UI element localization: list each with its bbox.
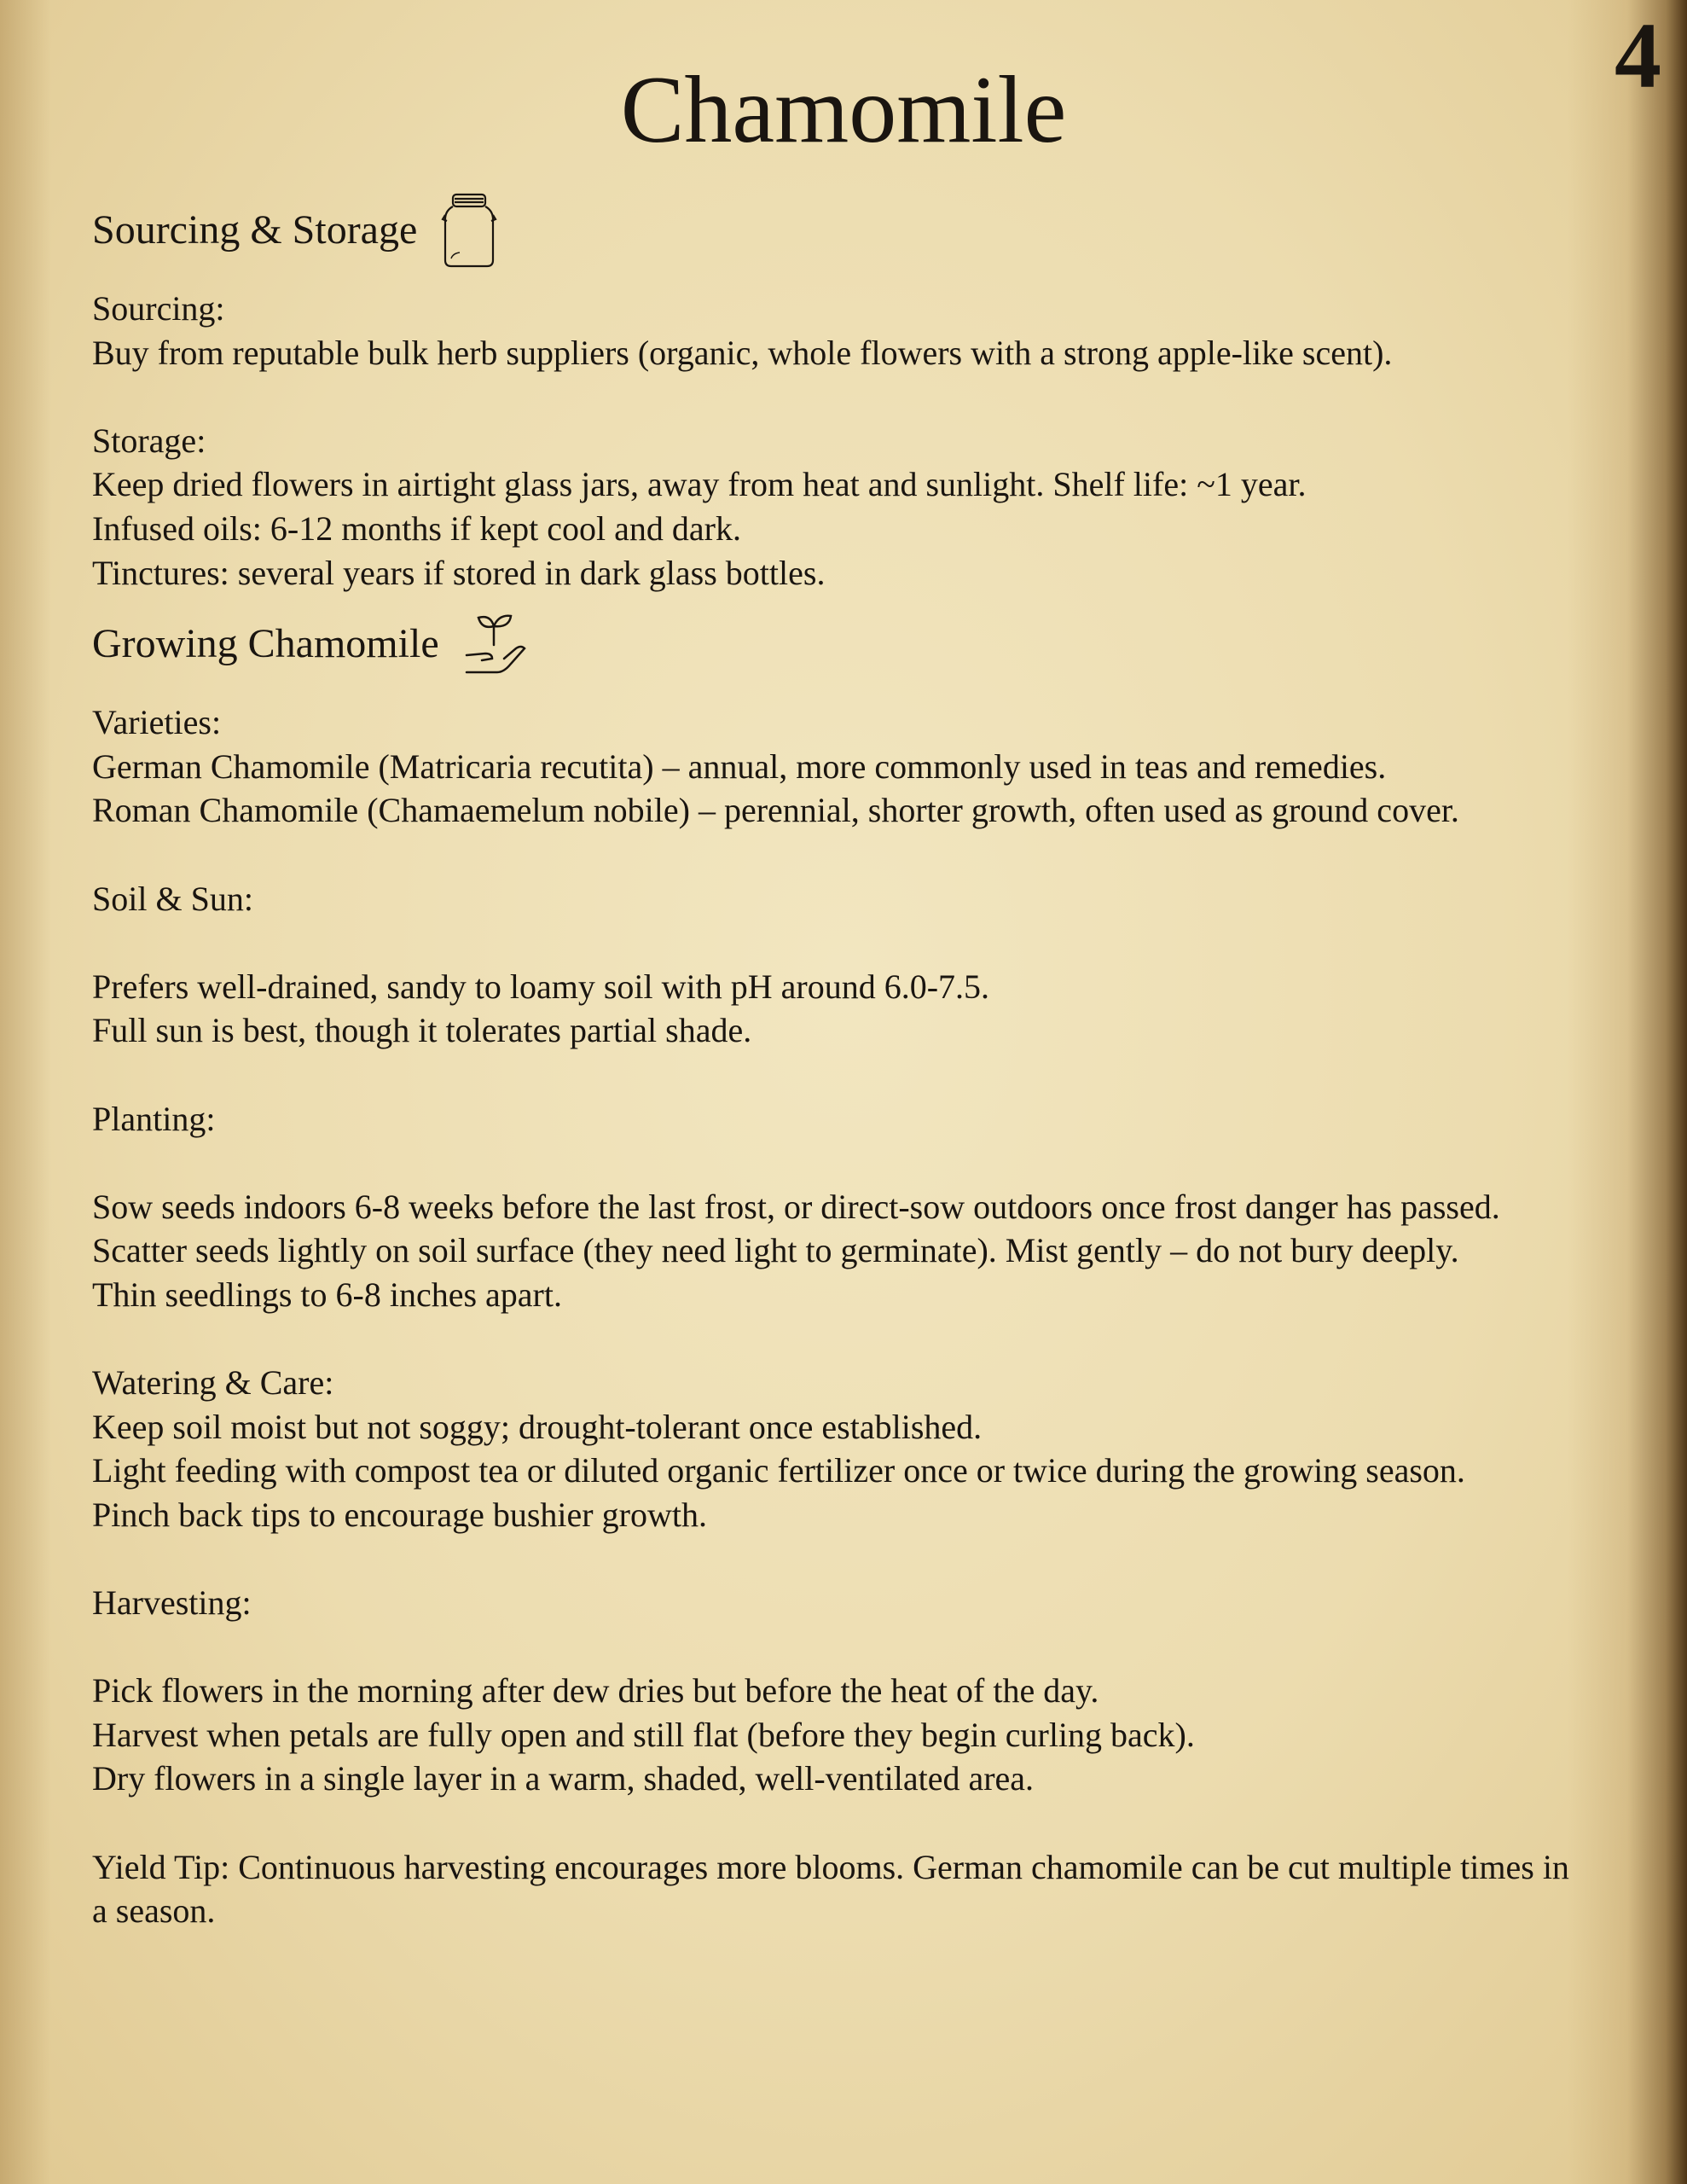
blank-line: [92, 833, 1576, 877]
section-heading-text: Sourcing & Storage: [92, 207, 418, 253]
text-line: Soil & Sun:: [92, 879, 253, 918]
blank-line: [92, 1625, 1576, 1670]
section-heading-text: Growing Chamomile: [92, 621, 439, 667]
blank-line: [92, 921, 1576, 965]
jar-icon: [441, 192, 497, 269]
text-line: Pinch back tips to encourage bushier growth.: [92, 1495, 707, 1534]
text-line: Sourcing:: [92, 289, 225, 328]
text-line: Varieties:: [92, 703, 222, 742]
text-line: Full sun is best, though it tolerates partial shade.: [92, 1011, 752, 1050]
text-line: Buy from reputable bulk herb suppliers (organic, whole flowers with a strong apple-like scent).: [92, 333, 1393, 372]
text-line: Sow seeds indoors 6-8 weeks before the last frost, or direct-sow outdoors once frost danger has passed.: [92, 1187, 1500, 1226]
section-heading-sourcing-storage: [92, 200, 1576, 261]
blank-line: [92, 1801, 1576, 1845]
text-line: Harvesting:: [92, 1583, 252, 1623]
text-line: Harvest when petals are fully open and still flat (before they begin curling back).: [92, 1715, 1195, 1754]
blank-line: [92, 1053, 1576, 1097]
section-body-growing-chamomile: [92, 700, 1576, 1933]
text-line: Thin seedlings to 6-8 inches apart.: [92, 1275, 562, 1314]
text-line: Planting:: [92, 1099, 216, 1138]
blank-line: [92, 1141, 1576, 1185]
sprout-in-hand-icon: [463, 611, 528, 677]
page-title: Chamomile: [620, 57, 1067, 163]
text-line: Yield Tip: Continuous harvesting encourages more blooms. German chamomile can be cut multiple times in a season.: [92, 1847, 1569, 1931]
blank-line: [92, 1316, 1576, 1361]
section-body-sourcing-storage: [92, 287, 1576, 595]
text-line: Keep dried flowers in airtight glass jars, away from heat and sunlight. Shelf life: ~1 year.: [92, 465, 1307, 504]
blank-line: [92, 375, 1576, 419]
text-line: Pick flowers in the morning after dew dries but before the heat of the day.: [92, 1671, 1099, 1711]
page-number: 4: [1615, 3, 1661, 107]
text-line: Dry flowers in a single layer in a warm, shaded, well-ventilated area.: [92, 1759, 1035, 1798]
text-line: Watering & Care:: [92, 1363, 334, 1403]
page-content: [92, 201, 1576, 1933]
text-line: Roman Chamomile (Chamaemelum nobile) – perennial, shorter growth, often used as ground cover.: [92, 791, 1459, 830]
text-line: Scatter seeds lightly on soil surface (they need light to germinate). Mist gently – do not bury deeply.: [92, 1231, 1459, 1270]
text-line: German Chamomile (Matricaria recutita) – annual, more commonly used in teas and remedies.: [92, 746, 1387, 786]
section-heading-growing-chamomile: [92, 613, 1576, 675]
text-line: Light feeding with compost tea or diluted organic fertilizer once or twice during the growing season.: [92, 1451, 1465, 1490]
text-line: Keep soil moist but not soggy; drought-tolerant once established.: [92, 1407, 983, 1446]
text-line: Storage:: [92, 421, 206, 460]
text-line: Tinctures: several years if stored in dark glass bottles.: [92, 553, 826, 592]
text-line: Infused oils: 6-12 months if kept cool and dark.: [92, 508, 741, 548]
text-line: Prefers well-drained, sandy to loamy soil with pH around 6.0-7.5.: [92, 967, 990, 1006]
blank-line: [92, 1536, 1576, 1581]
